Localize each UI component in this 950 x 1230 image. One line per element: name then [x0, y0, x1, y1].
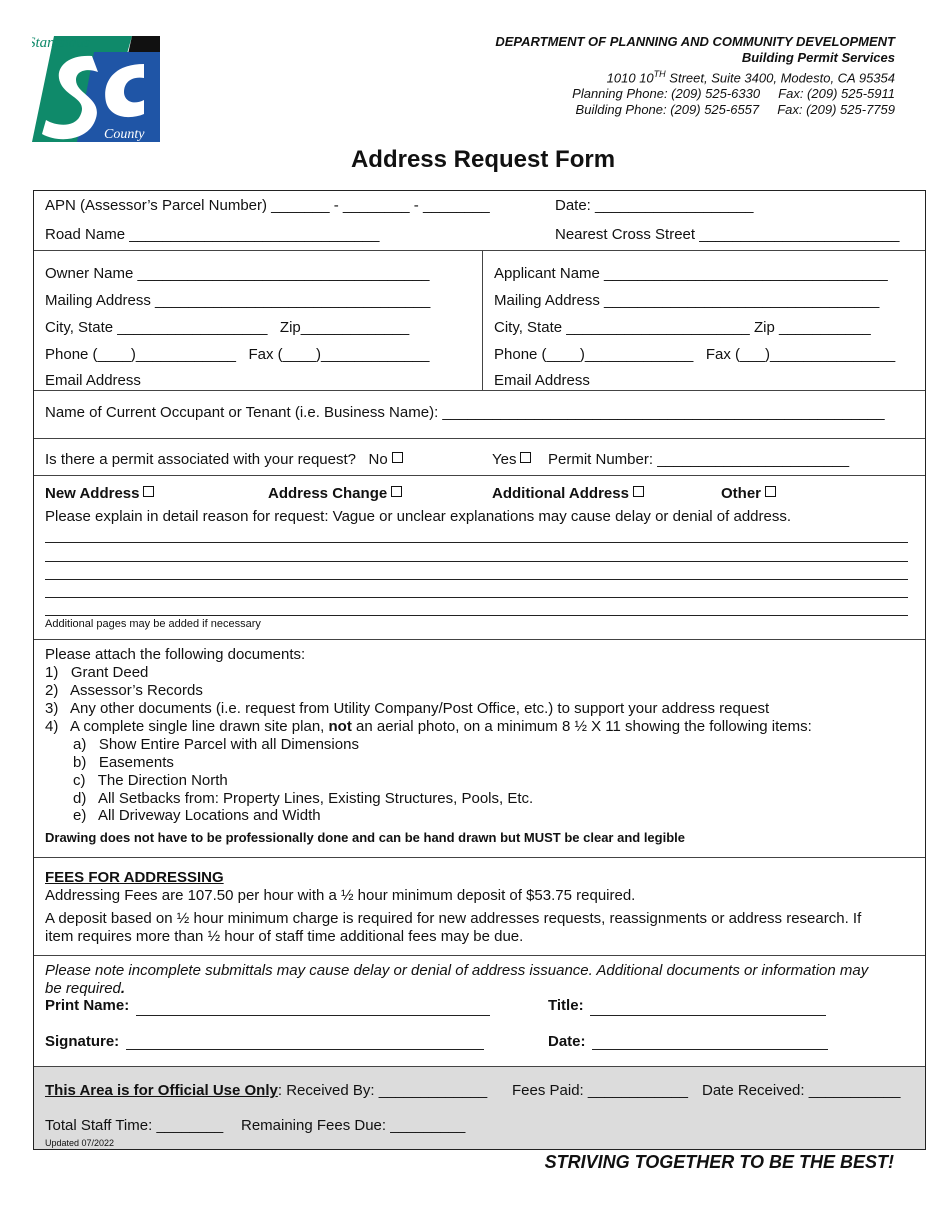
- staff-time-field[interactable]: Total Staff Time: ________: [45, 1117, 224, 1134]
- fees-line: item requires more than ½ hour of staff time additional fees may be due.: [45, 928, 524, 945]
- divider: [34, 639, 925, 640]
- signature-label: Signature:: [45, 1033, 120, 1050]
- department-header: [495, 34, 895, 118]
- address-request-form: [33, 190, 926, 1150]
- address-change-checkbox[interactable]: [391, 486, 402, 497]
- explanation-line[interactable]: [45, 597, 908, 598]
- other-checkbox[interactable]: [765, 486, 776, 497]
- fees-line: Addressing Fees are 107.50 per hour with a ½ hour minimum deposit of $53.75 required.: [45, 887, 636, 904]
- applicant-city-zip-field[interactable]: City, State ______________________ Zip ___________: [494, 319, 871, 336]
- remaining-fees-field[interactable]: Remaining Fees Due: _________: [241, 1117, 466, 1134]
- form-title: Address Request Form: [350, 146, 616, 173]
- other-option: Other: [721, 485, 776, 503]
- attach-subitem: b) Easements: [73, 754, 174, 771]
- owner-email-field[interactable]: Email Address: [45, 372, 141, 389]
- additional-address-checkbox[interactable]: [633, 486, 644, 497]
- department-name: DEPARTMENT OF PLANNING AND COMMUNITY DEVELOPMENT: [495, 34, 895, 49]
- applicant-phone-fax-field[interactable]: Phone (____)_____________ Fax (___)_______________: [494, 346, 896, 363]
- attach-item: 1) Grant Deed: [45, 664, 149, 681]
- occupant-field[interactable]: Name of Current Occupant or Tenant (i.e. Business Name): _____________________________________________________: [45, 404, 885, 421]
- fees-heading: FEES FOR ADDRESSING: [45, 869, 224, 886]
- incomplete-note: Please note incomplete submittals may cause delay or denial of address issuance. Additional documents or information may: [45, 962, 869, 979]
- signature-date-line[interactable]: [592, 1049, 828, 1050]
- fees-paid-field[interactable]: Fees Paid: ____________: [512, 1082, 688, 1099]
- applicant-email-field[interactable]: Email Address: [494, 372, 590, 389]
- divider: [34, 475, 925, 476]
- svg-text:Stanislaus: Stanislaus: [32, 35, 90, 51]
- owner-name-field[interactable]: Owner Name ___________________________________: [45, 265, 430, 282]
- updated-date: Updated 07/2022: [45, 1138, 115, 1148]
- slogan: STRIVING TOGETHER TO BE THE BEST!: [544, 1152, 894, 1172]
- road-name-field[interactable]: Road Name ______________________________: [45, 226, 380, 243]
- title-label: Title:: [548, 997, 584, 1014]
- official-received-by[interactable]: This Area is for Official Use Only: Received By: _____________: [45, 1082, 488, 1099]
- permit-no-checkbox[interactable]: [392, 452, 403, 463]
- explanation-line[interactable]: [45, 579, 908, 580]
- print-name-label: Print Name:: [45, 997, 130, 1014]
- attach-item: 4) A complete single line drawn site plan, not an aerial photo, on a minimum 8 ½ X 11 showing the following items:: [45, 718, 812, 735]
- column-divider: [482, 250, 483, 390]
- divider: [34, 250, 925, 251]
- new-address-checkbox[interactable]: [143, 486, 154, 497]
- divider: [34, 438, 925, 439]
- date-label: Date:: [548, 1033, 586, 1050]
- owner-mailing-field[interactable]: Mailing Address _________________________________: [45, 292, 431, 309]
- apn-field[interactable]: APN (Assessor’s Parcel Number) _______ - ________ - ________: [45, 197, 490, 214]
- attach-subitem: a) Show Entire Parcel with all Dimensions: [73, 736, 359, 753]
- divider: [34, 857, 925, 858]
- divider: [34, 955, 925, 956]
- print-name-line[interactable]: [136, 1015, 490, 1016]
- owner-phone-fax-field[interactable]: Phone (____)____________ Fax (____)_____________: [45, 346, 430, 363]
- svg-text:County: County: [104, 127, 145, 142]
- permit-question: Is there a permit associated with your request? No: [45, 451, 403, 469]
- applicant-mailing-field[interactable]: Mailing Address _________________________________: [494, 292, 880, 309]
- attach-item: 3) Any other documents (i.e. request from Utility Company/Post Office, etc.) to support your address request: [45, 700, 770, 717]
- attach-subitem: d) All Setbacks from: Property Lines, Existing Structures, Pools, Etc.: [73, 790, 534, 807]
- additional-address-option: Additional Address: [492, 485, 644, 503]
- incomplete-note: be required.: [45, 980, 126, 997]
- permit-number-field[interactable]: Permit Number: _______________________: [548, 451, 850, 468]
- attach-subitem: e) All Driveway Locations and Width: [73, 807, 321, 824]
- date-received-field[interactable]: Date Received: ___________: [702, 1082, 901, 1099]
- attach-intro: Please attach the following documents:: [45, 646, 306, 663]
- divider: [34, 390, 925, 391]
- attach-subitem: c) The Direction North: [73, 772, 228, 789]
- signature-line[interactable]: [126, 1049, 484, 1050]
- address-change-option: Address Change: [268, 485, 402, 503]
- fees-line: A deposit based on ½ hour minimum charge is required for new addresses requests, reassignments or address research. If: [45, 910, 862, 927]
- division-name: Building Permit Services: [741, 50, 895, 65]
- explanation-line[interactable]: [45, 561, 908, 562]
- explanation-line[interactable]: [45, 542, 908, 543]
- county-logo-graphic: [32, 34, 162, 144]
- additional-pages-note: Additional pages may be added if necessary: [45, 618, 261, 630]
- official-use-area: [34, 1066, 925, 1149]
- explain-instructions: Please explain in detail reason for request: Vague or unclear explanations may cause delay or denial of address.: [45, 508, 792, 525]
- planning-contact: Planning Phone: (209) 525-6330 Fax: (209) 525-5911: [572, 86, 895, 102]
- cross-street-field[interactable]: Nearest Cross Street ________________________: [555, 226, 900, 243]
- permit-yes: Yes: [492, 451, 531, 469]
- permit-yes-checkbox[interactable]: [520, 452, 531, 463]
- building-contact: Building Phone: (209) 525-6557 Fax: (209) 525-7759: [575, 102, 895, 118]
- date-field[interactable]: Date: ___________________: [555, 197, 754, 214]
- new-address-option: New Address: [45, 485, 154, 503]
- county-logo: [32, 34, 162, 144]
- title-line[interactable]: [590, 1015, 826, 1016]
- drawing-note: Drawing does not have to be professionally done and can be hand drawn but MUST be clear and legible: [45, 830, 685, 845]
- department-address: 1010 10TH Street, Suite 3400, Modesto, CA 95354: [606, 69, 895, 86]
- owner-city-zip-field[interactable]: City, State __________________ Zip_____________: [45, 319, 410, 336]
- applicant-name-field[interactable]: Applicant Name __________________________________: [494, 265, 888, 282]
- attach-item: 2) Assessor’s Records: [45, 682, 203, 699]
